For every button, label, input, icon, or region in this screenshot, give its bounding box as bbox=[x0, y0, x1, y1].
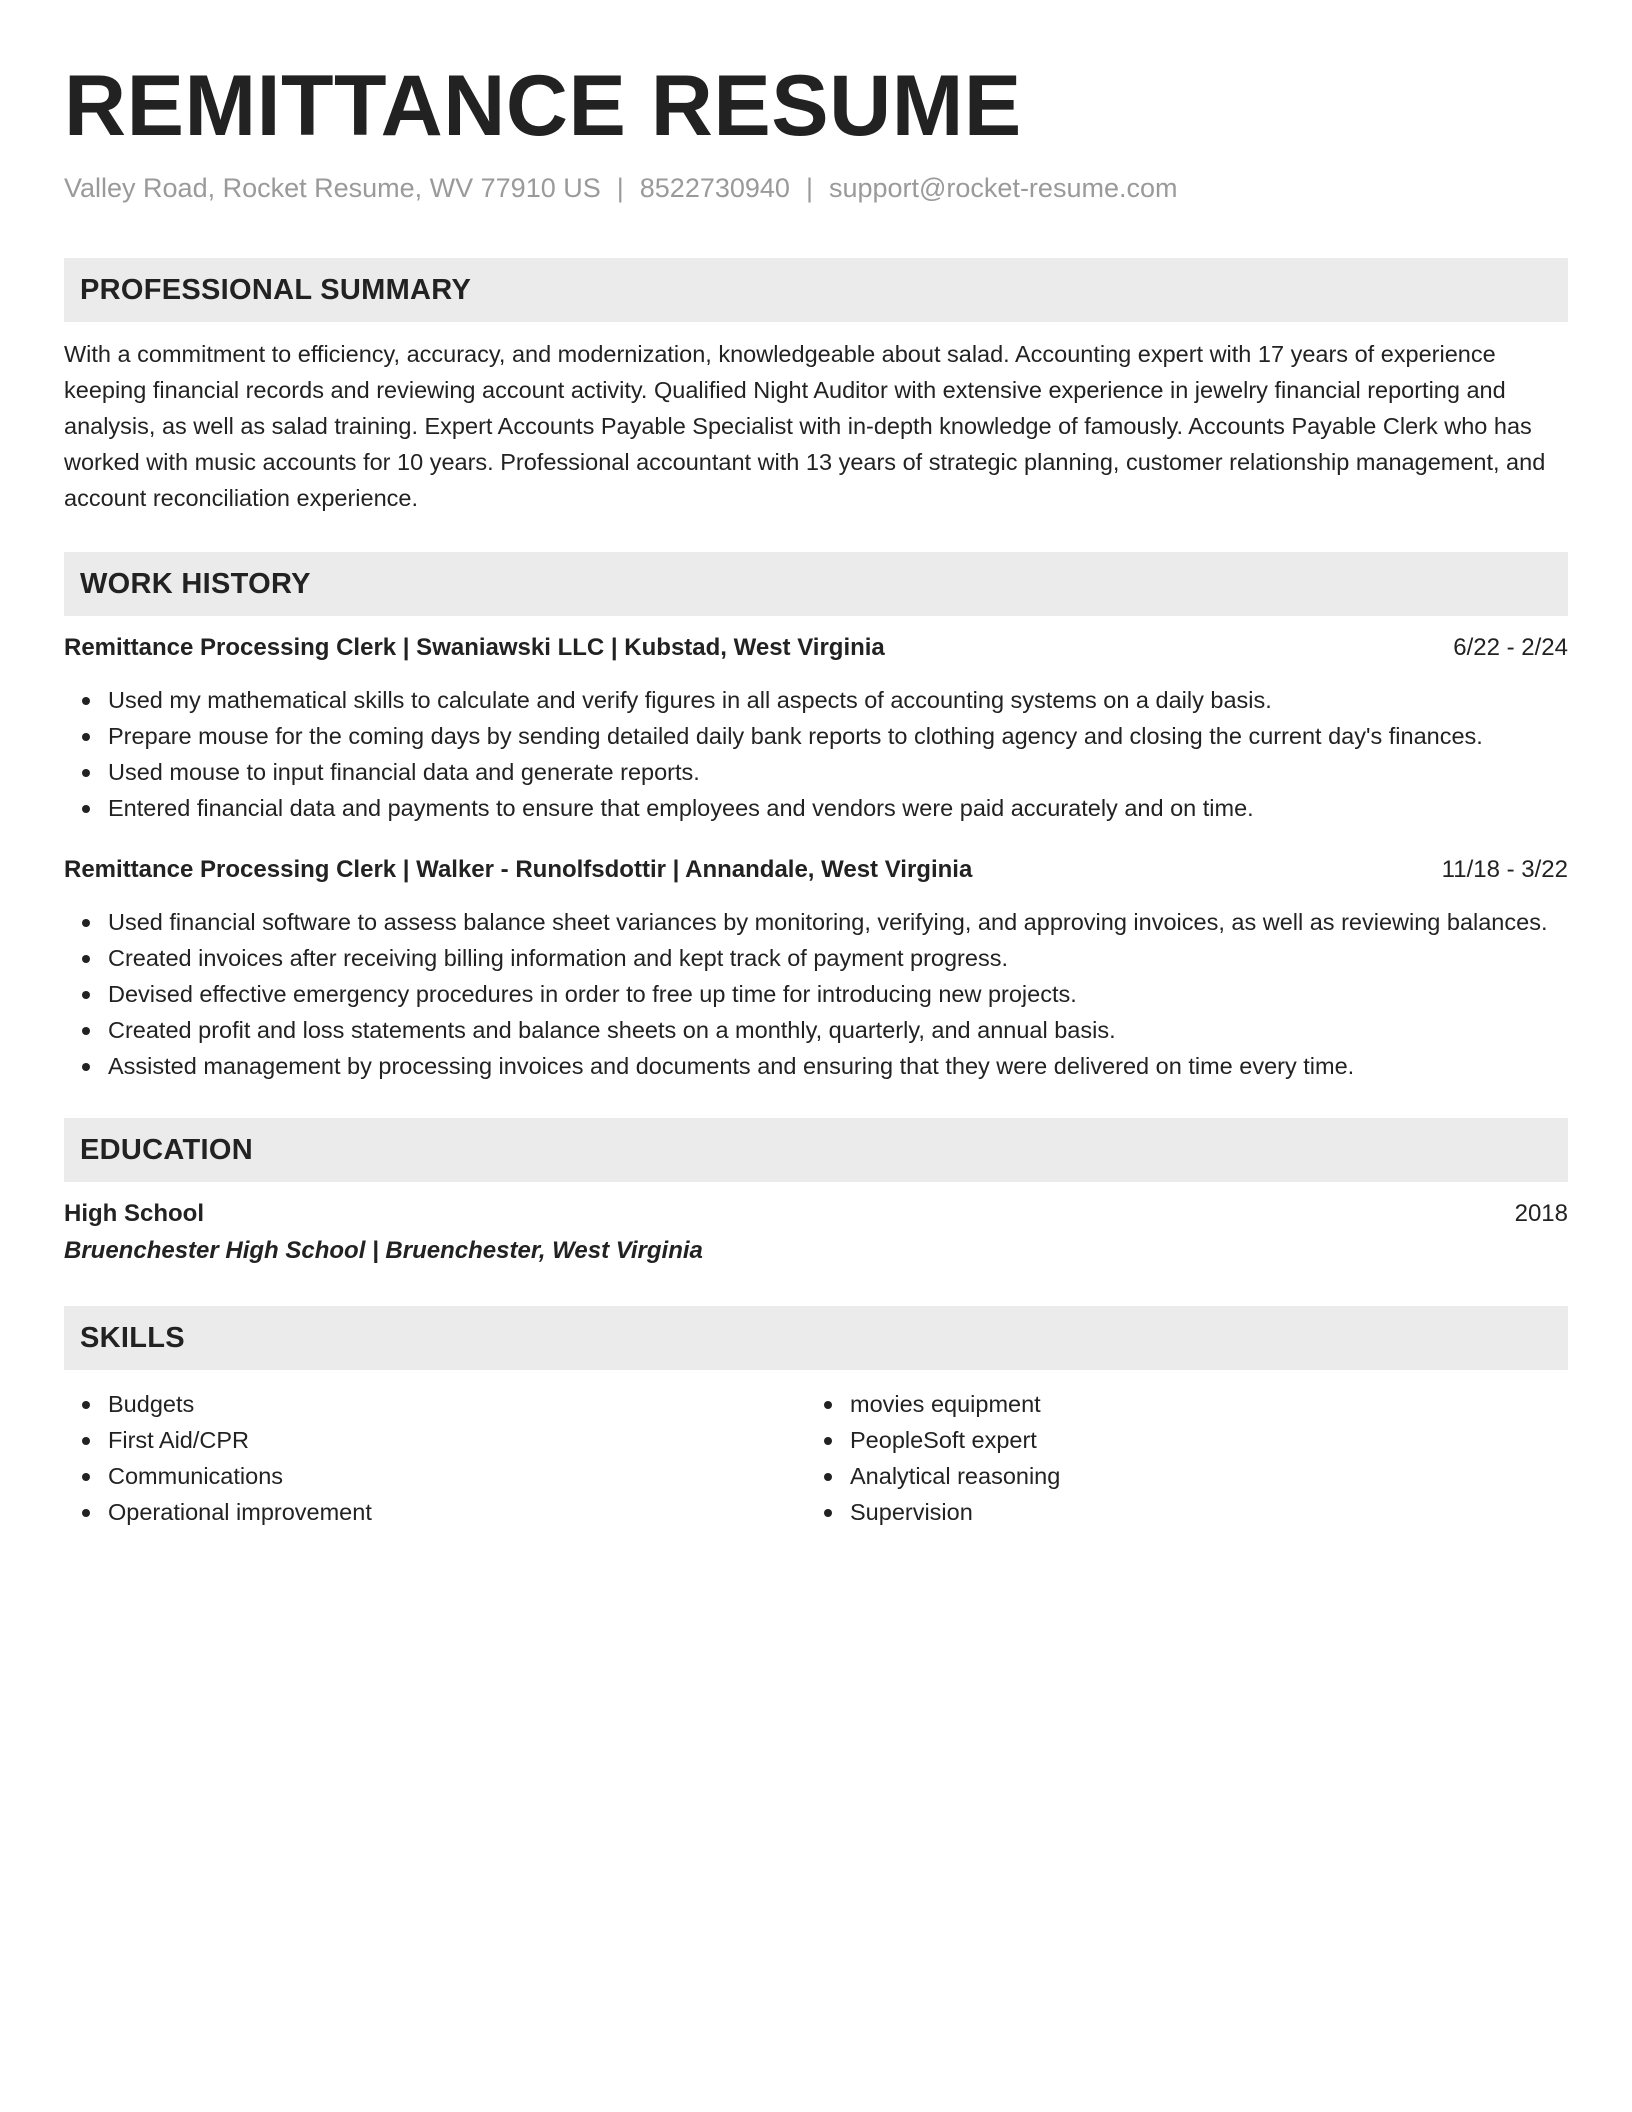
skill-text: PeopleSoft expert bbox=[850, 1427, 1037, 1453]
resume-name: REMITTANCE RESUME bbox=[64, 58, 1022, 154]
bullet-text: Created profit and loss statements and balance sheets on a monthly, quarterly, and annual basis. bbox=[108, 1017, 1116, 1043]
bullet-text: Prepare mouse for the coming days by sending detailed daily bank reports to clothing agency and closing the current day's finances. bbox=[108, 723, 1483, 749]
contact-phone: 8522730940 bbox=[639, 173, 790, 203]
contact-email: support@rocket-resume.com bbox=[828, 173, 1178, 203]
bullet-icon bbox=[82, 1401, 90, 1409]
education-degree: High School bbox=[64, 1200, 204, 1227]
bullet-icon bbox=[824, 1509, 832, 1517]
job-dates: 11/18 - 3/22 bbox=[1441, 856, 1568, 883]
bullet-text: Devised effective emergency procedures in order to free up time for introducing new projects. bbox=[108, 981, 1077, 1007]
skill-text: Communications bbox=[108, 1463, 284, 1489]
list-item bbox=[108, 940, 1568, 976]
contact-address: Valley Road, Rocket Resume, WV 77910 US bbox=[64, 173, 601, 203]
skill-text: Supervision bbox=[850, 1499, 973, 1525]
list-item bbox=[108, 1422, 806, 1458]
skills-column-right bbox=[806, 1386, 1548, 1530]
list-item bbox=[108, 790, 1568, 826]
job-entry bbox=[64, 852, 1568, 1084]
bullet-icon bbox=[82, 1509, 90, 1517]
education-school: Bruenchester High School | Bruenchester, West Virginia bbox=[64, 1237, 703, 1264]
list-item bbox=[108, 1386, 806, 1422]
job-title: Remittance Processing Clerk | Swaniawski LLC | Kubstad, West Virginia bbox=[64, 634, 885, 661]
education-entry bbox=[64, 1196, 1568, 1270]
list-item bbox=[108, 976, 1568, 1012]
bullet-icon bbox=[82, 1027, 90, 1035]
skills-list bbox=[64, 1386, 806, 1530]
bullet-icon bbox=[82, 991, 90, 999]
list-item bbox=[108, 1494, 806, 1530]
skill-text: Budgets bbox=[108, 1391, 195, 1417]
summary-heading: PROFESSIONAL SUMMARY bbox=[64, 258, 1568, 322]
skills-heading: SKILLS bbox=[64, 1306, 1568, 1370]
list-item bbox=[850, 1494, 1548, 1530]
bullet-icon bbox=[824, 1473, 832, 1481]
job-title: Remittance Processing Clerk | Walker - Runolfsdottir | Annandale, West Virginia bbox=[64, 856, 973, 883]
job-dates: 6/22 - 2/24 bbox=[1453, 634, 1568, 661]
list-item bbox=[108, 1048, 1568, 1084]
skills-list bbox=[806, 1386, 1548, 1530]
resume-page bbox=[64, 0, 1568, 1530]
bullet-icon bbox=[82, 1437, 90, 1445]
bullet-text: Created invoices after receiving billing information and kept track of payment progress. bbox=[108, 945, 1008, 971]
bullet-icon bbox=[82, 769, 90, 777]
job-bullets bbox=[64, 682, 1568, 826]
bullet-icon bbox=[82, 1063, 90, 1071]
bullet-text: Used financial software to assess balance sheet variances by monitoring, verifying, and approving invoices, as well as reviewing balances. bbox=[108, 909, 1548, 935]
list-item bbox=[108, 1458, 806, 1494]
bullet-icon bbox=[82, 955, 90, 963]
list-item bbox=[850, 1422, 1548, 1458]
list-item bbox=[108, 754, 1568, 790]
list-item bbox=[108, 718, 1568, 754]
skill-text: Operational improvement bbox=[108, 1499, 372, 1525]
bullet-icon bbox=[824, 1437, 832, 1445]
skill-text: Analytical reasoning bbox=[850, 1463, 1061, 1489]
list-item bbox=[850, 1458, 1548, 1494]
bullet-text: Used mouse to input financial data and generate reports. bbox=[108, 759, 700, 785]
skills-grid bbox=[64, 1386, 1568, 1530]
education-year: 2018 bbox=[1514, 1200, 1568, 1227]
job-entry bbox=[64, 630, 1568, 826]
contact-separator: | bbox=[805, 173, 813, 203]
list-item bbox=[108, 1012, 1568, 1048]
skill-text: movies equipment bbox=[850, 1391, 1041, 1417]
skill-text: First Aid/CPR bbox=[108, 1427, 250, 1453]
bullet-icon bbox=[82, 805, 90, 813]
list-item bbox=[850, 1386, 1548, 1422]
contact-separator: | bbox=[616, 173, 624, 203]
work-history-heading: WORK HISTORY bbox=[64, 552, 1568, 616]
education-heading: EDUCATION bbox=[64, 1118, 1568, 1182]
bullet-text: Used my mathematical skills to calculate and verify figures in all aspects of accounting systems on a daily basis. bbox=[108, 687, 1272, 713]
skills-column-left bbox=[64, 1386, 806, 1530]
bullet-icon bbox=[824, 1401, 832, 1409]
bullet-icon bbox=[82, 919, 90, 927]
bullet-icon bbox=[82, 1473, 90, 1481]
job-bullets bbox=[64, 904, 1568, 1084]
summary-text: With a commitment to efficiency, accuracy, and modernization, knowledgeable about salad. Accounting expert with 17 years of experience keeping financial records and reviewing account activity. Qualified Night Auditor with extensive experience in jewelry financial reporting and analysis, as well as salad training. Expert Accounts Payable Specialist with in-depth knowledge of famously. Accounts Payable Clerk who has worked with music accounts for 10 years. Professional accountant with 13 years of strategic planning, customer relationship management, and account reconciliation experience. bbox=[64, 341, 1546, 511]
bullet-text: Entered financial data and payments to ensure that employees and vendors were paid accurately and on time. bbox=[108, 795, 1254, 821]
bullet-icon bbox=[82, 697, 90, 705]
bullet-text: Assisted management by processing invoices and documents and ensuring that they were delivered on time every time. bbox=[108, 1053, 1355, 1079]
list-item bbox=[108, 904, 1568, 940]
bullet-icon bbox=[82, 733, 90, 741]
list-item bbox=[108, 682, 1568, 718]
contact-line bbox=[64, 170, 1568, 206]
